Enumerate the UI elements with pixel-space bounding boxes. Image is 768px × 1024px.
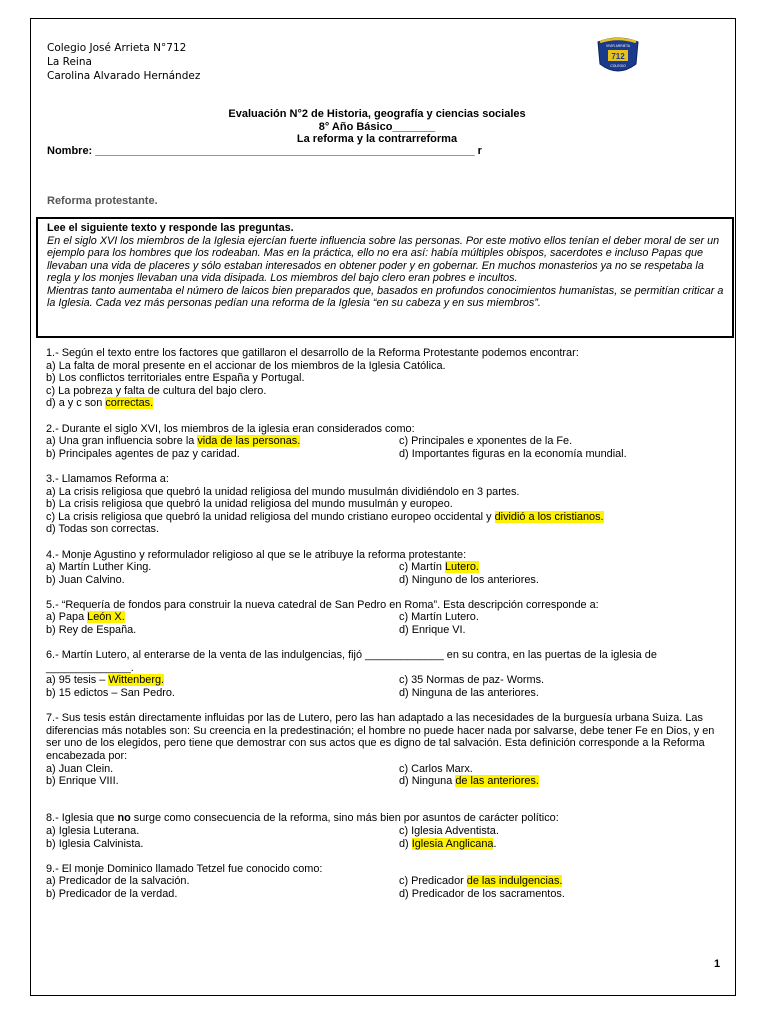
highlighted-answer: Wittenberg. (108, 674, 165, 687)
option-c[interactable]: c) Carlos Marx. (399, 762, 473, 775)
question-6 (46, 649, 726, 699)
option-c[interactable]: c) Martín Lutero. (399, 611, 479, 624)
option-d[interactable] (399, 838, 497, 851)
option-a[interactable]: a) Martín Luther King. (46, 561, 152, 574)
option-a[interactable]: a) Iglesia Luterana. (46, 824, 140, 837)
highlighted-answer: León X. (87, 611, 125, 624)
question-7 (46, 712, 726, 788)
question-stem: 1.- Según el texto entre los factores que gatillaron el desarrollo de la Reforma Protestante podemos encontrar: (46, 347, 579, 359)
question-4 (46, 549, 726, 587)
question-3 (46, 473, 726, 536)
question-stem: 9.- El monje Dominico llamado Tetzel fue conocido como: (46, 862, 323, 875)
stem-text: 8.- Iglesia que (46, 812, 118, 825)
question-9 (46, 863, 726, 901)
question-5 (46, 599, 726, 637)
evaluation-title: Evaluación N°2 de Historia, geografía y ciencias sociales (228, 108, 526, 120)
option-c[interactable] (399, 875, 562, 888)
option-text: a) 95 tesis – (46, 674, 109, 687)
option-c[interactable] (46, 511, 726, 524)
option-text: d) Ninguna (399, 775, 456, 788)
grade-line: 8° Año Básico_______ (318, 120, 436, 133)
option-text: a) Una gran influencia sobre la (46, 435, 198, 448)
reading-box (36, 217, 734, 338)
highlighted-answer: dividió a los cristianos. (494, 510, 604, 523)
question-stem: 4.- Monje Agustino y reformulador religioso al que se le atribuye la reforma protestante: (46, 548, 467, 561)
option-c[interactable] (399, 561, 479, 574)
highlighted-answer: Iglesia Anglicana (411, 837, 494, 850)
questions-list (46, 347, 726, 913)
option-b[interactable]: b) 15 edictos – San Pedro. (46, 687, 175, 700)
question-stem: 6.- Martín Lutero, al enterarse de la venta de las indulgencias, fijó _____________ en su contra, en las puertas de la iglesia de ______________. (46, 649, 657, 674)
option-a[interactable]: a) Predicador de la salvación. (46, 875, 190, 888)
logo-number: 712 (611, 52, 625, 61)
option-b[interactable]: b) Los conflictos territoriales entre España y Portugal. (46, 372, 305, 385)
option-b[interactable]: b) Juan Calvino. (46, 573, 125, 586)
option-a[interactable] (46, 435, 399, 448)
question-stem (46, 812, 726, 825)
option-b[interactable]: b) Principales agentes de paz y caridad. (46, 447, 240, 460)
question-stem: 5.- “Requería de fondos para construir la nueva catedral de San Pedro en Roma”. Esta descripción corresponde a: (46, 598, 599, 611)
option-c[interactable]: c) 35 Normas de paz- Worms. (399, 674, 545, 687)
option-d[interactable] (46, 397, 726, 410)
option-b[interactable]: b) Predicador de la verdad. (46, 887, 178, 900)
highlighted-answer: de las anteriores. (455, 775, 539, 788)
topic-title: La reforma y la contrarreforma (296, 133, 458, 145)
option-d[interactable]: d) Todas son correctas. (46, 523, 159, 536)
question-1 (46, 347, 726, 410)
highlighted-answer: correctas. (105, 397, 154, 410)
option-d[interactable] (399, 775, 539, 788)
question-stem: 3.- Llamamos Reforma a: (46, 472, 169, 485)
reading-paragraph-2: Mientras tanto aumentaba el número de laicos bien preparados que, basados en profundos conocimientos humanistas, se permitían criticar a la Iglesia. Cada vez más personas pedían una reforma de la Iglesia “en su cabeza y en sus miembros”. (47, 284, 724, 309)
option-c[interactable]: c) Iglesia Adventista. (399, 824, 499, 837)
school-name: Colegio José Arrieta N°712 (47, 42, 187, 54)
logo-top-text: VIVIR ARRIETA (605, 44, 631, 48)
highlighted-answer: vida de las personas. (197, 435, 301, 448)
option-a[interactable]: a) Juan Clein. (46, 762, 114, 775)
option-text: c) Martín (399, 561, 445, 574)
option-text: a) Papa (46, 611, 88, 624)
option-b[interactable]: b) Rey de España. (46, 624, 137, 637)
question-stem: 2.- Durante el siglo XVI, los miembros de la iglesia eran considerados como: (46, 422, 415, 435)
reading-paragraph-1: En el siglo XVI los miembros de la Iglesia ejercían fuerte influencia sobre las personas. Por este motivo ellos tenían el deber moral de ser un ejemplo para los hombres que los rodeaban. Mas en la práctica, ello no era así: había múltiples obispos, sacerdotes e incluso Papas que llevaban una vida de placeres y sólo estaban interesados en obtener poder y en gobernar. En muchos monasterios ya no se respetaba la regla y los monjes llevaban una vida disipada. Los miembros del bajo clero eran pobres e incultos. (47, 234, 720, 284)
question-8 (46, 812, 726, 850)
option-text: d) (399, 837, 412, 850)
option-b[interactable]: b) Enrique VIII. (46, 775, 119, 788)
page-number: 1 (714, 958, 721, 970)
student-name-field[interactable]: Nombre: ______________________________________________________________ r (47, 145, 482, 157)
option-d[interactable]: d) Enrique VI. (399, 624, 466, 637)
teacher-name: Carolina Alvarado Hernández (47, 70, 201, 82)
option-c[interactable]: c) Principales e xponentes de la Fe. (399, 435, 573, 448)
option-text: . (493, 837, 497, 850)
option-a[interactable]: a) La crisis religiosa que quebró la unidad religiosa del mundo musulmán dividiéndolo en 3 partes. (46, 485, 520, 498)
school-info (47, 41, 200, 83)
option-a[interactable] (46, 611, 399, 624)
option-a[interactable]: a) La falta de moral presente en el accionar de los miembros de la Iglesia Católica. (46, 359, 446, 372)
stem-emphasis: no (117, 812, 131, 825)
option-text: c) Predicador (399, 875, 467, 888)
option-text: c) La crisis religiosa que quebró la unidad religiosa del mundo cristiano europeo occidental y (46, 510, 495, 523)
evaluation-header (47, 108, 707, 146)
question-stem: 7.- Sus tesis están directamente influidas por las de Lutero, pero las han adaptado a las necesidades de la burguesía urbana Suiza. Las diferencias más notables son: Su creencia en la predestinación; el hombre no puede hacer nada por salvarse, debe tener Fe en Dios, y en ser uno de los elegidos, pero tiene que demostrar con sus actos que es digno de tal salvación. Esta definición corresponde a la Reforma encabezada por: (46, 712, 715, 762)
option-d[interactable]: d) Importantes figuras en la economía mundial. (399, 447, 627, 460)
reading-instruction: Lee el siguiente texto y responde las preguntas. (47, 222, 294, 234)
highlighted-answer: Lutero. (445, 561, 479, 574)
option-b[interactable]: b) Iglesia Calvinista. (46, 837, 144, 850)
school-crest-icon (594, 34, 642, 78)
option-d[interactable]: d) Ninguno de los anteriores. (399, 573, 539, 586)
option-text: d) a y c son (46, 397, 106, 410)
stem-text: surge como consecuencia de la reforma, sino más bien por asuntos de carácter político: (130, 812, 559, 825)
option-d[interactable]: d) Predicador de los sacramentos. (399, 887, 565, 900)
logo-bottom-text: COLEGIO (610, 64, 626, 68)
option-a[interactable] (46, 674, 399, 687)
option-d[interactable]: d) Ninguna de las anteriores. (399, 687, 539, 700)
school-location: La Reina (47, 56, 92, 68)
option-b[interactable]: b) La crisis religiosa que quebró la unidad religiosa del mundo musulmán y europeo. (46, 498, 453, 511)
question-2 (46, 423, 726, 461)
section-title: Reforma protestante. (47, 195, 158, 207)
highlighted-answer: de las indulgencias. (466, 875, 563, 888)
option-c[interactable]: c) La pobreza y falta de cultura del bajo clero. (46, 384, 267, 397)
